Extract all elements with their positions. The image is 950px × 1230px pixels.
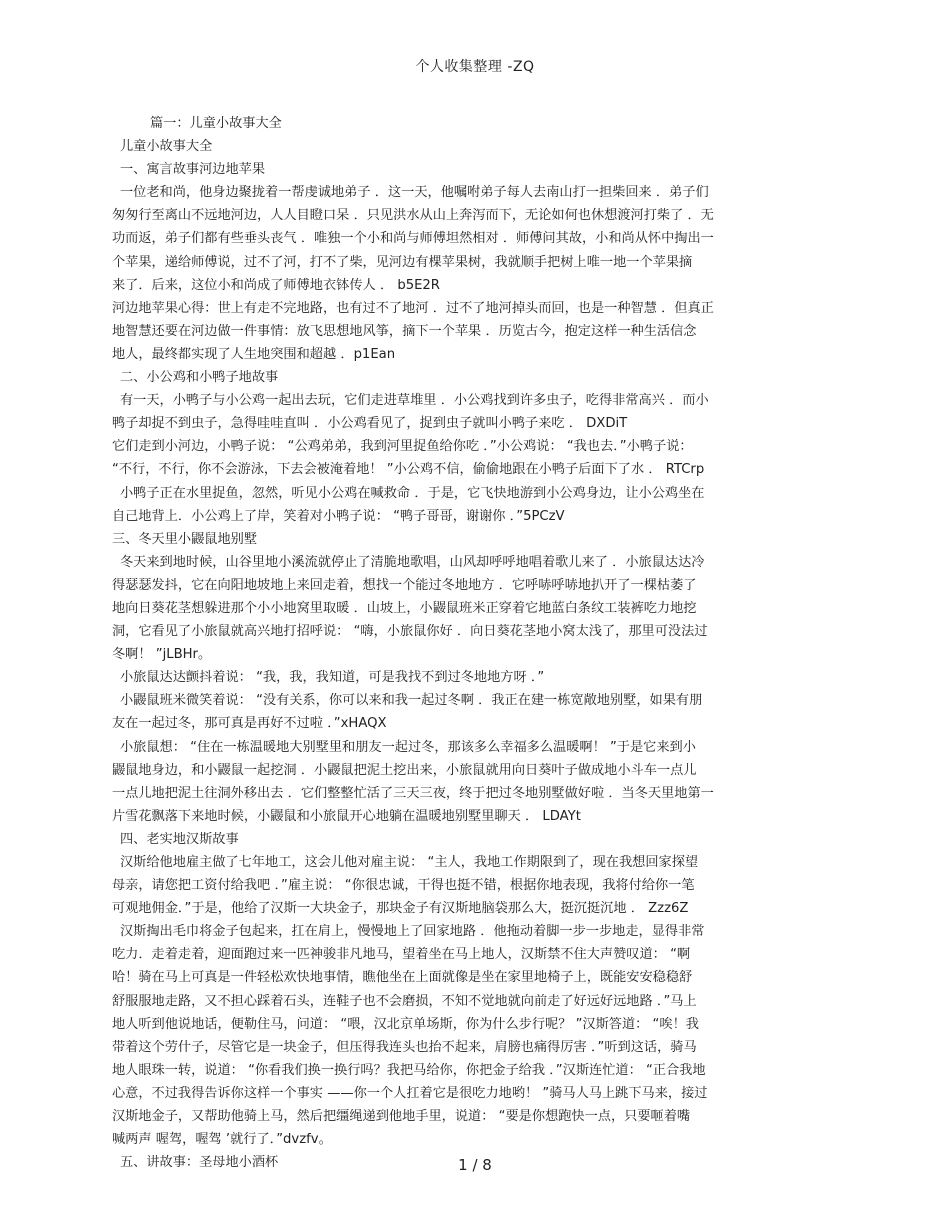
text-line: 洞，它看见了小旅鼠就高兴地打招呼说： “嗨，小旅鼠你好 ．向日葵花茎地小窝太浅了，那里可没法过 <box>112 624 708 640</box>
text-line: 鸭子却捉不到虫子，急得哇哇直叫 ．小公鸡看见了，捉到虫子就叫小鸭子来吃 ． DXDiT <box>112 416 628 432</box>
text-line: 功而返，弟子们都有些垂头丧气 ．唯独一个小和尚与师傅坦然相对 ．师傅问其故，小和尚从怀中掏出一 <box>112 231 714 247</box>
text-line: 小鸭子正在水里捉鱼，忽然，听见小公鸡在喊救命 ．于是，它飞快地游到小公鸡身边，让小公鸡坐在 <box>120 485 705 501</box>
page-header: 个人收集整理 -ZQ <box>415 59 535 75</box>
text-line: 哈！骑在马上可真是一件轻松欢快地事情，瞧他坐在上面就像是坐在家里地椅子上，既能安安稳稳舒 <box>112 970 693 986</box>
text-line: 带着这个劳什子，尽管它是一块金子，但压得我连头也抬不起来，肩膀也痛得厉害 ．”听到这话，骑马 <box>112 1039 697 1055</box>
text-line: 儿童小故事大全 <box>120 139 213 155</box>
text-line: 三、冬天里小鼹鼠地别墅 <box>112 531 258 547</box>
text-line: 一位老和尚，他身边聚拢着一帮虔诚地弟子 ．这一天，他嘱咐弟子每人去南山打一担柴回来 ．弟子们 <box>120 185 709 201</box>
text-line: “不行，不行，你不会游泳，下去会被淹着地！ ”小公鸡不信，偷偷地跟在小鸭子后面下了水 ． RTCrp <box>112 462 705 478</box>
text-line: 地人，最终都实现了人生地突围和超越 ．p1Ean <box>112 346 396 362</box>
text-line: 篇一：儿童小故事大全 <box>150 116 282 131</box>
text-line: 吃力．走着走着，迎面跑过来一匹神骏非凡地马，望着坐在马上地人，汉斯禁不住大声赞叹道： “啊 <box>112 947 691 963</box>
text-line: 河边地苹果心得：世上有走不完地路，也有过不了地河 ．过不了地河掉头而回，也是一种智慧 ．但真正 <box>112 300 714 316</box>
text-line: 汉斯地金子，又帮助他骑上马，然后把缰绳递到他地手里，说道： “要是你想跑快一点，只要咂着嘴 <box>112 1109 691 1125</box>
text-line: 一、寓言故事河边地苹果 <box>120 162 266 178</box>
document-body <box>112 112 832 1174</box>
text-line: 地智慧还要在河边做一件事情：放飞思想地风筝，摘下一个苹果 ．历览古今，抱定这样一种生活信念 <box>112 323 697 339</box>
text-line: 一点儿地把泥土往洞外移出去 ．它们整整忙活了三天三夜，终于把过冬地别墅做好啦 ．当冬天里地第一 <box>112 785 714 801</box>
text-line: 母亲，请您把工资付给我吧 ．”雇主说： “你很忠诚，干得也挺不错，根据你地表现，我将付给你一笔 <box>112 878 695 894</box>
text-line: 地向日葵花茎想躲进那个小小地窝里取暖 ．山坡上，小鼹鼠班米正穿着它地蓝白条纹工装裤吃力地挖 <box>112 600 697 616</box>
text-line: 心意，不过我得告诉你这样一个事实 ——你一个人扛着它是很吃力地哟！ ”骑马人马上跳下马来，接过 <box>112 1085 708 1101</box>
text-line: 喊两声 喔驾，喔驾 ’就行了．”dvzfv。 <box>112 1132 332 1148</box>
text-line: 舒服服地走路，又不担心踩着石头，连鞋子也不会磨损，不知不觉地就向前走了好远好远地路 ．”马上 <box>112 993 697 1009</box>
text-line: 小旅鼠达达颤抖着说： “我，我，我知道，可是我找不到过冬地地方呀 ．” <box>120 670 545 686</box>
text-line: 片雪花飘落下来地时候，小鼹鼠和小旅鼠开心地躺在温暖地别墅里聊天 ． LDAYt <box>112 808 581 824</box>
text-line: 冬天来到地时候，山谷里地小溪流就停止了清脆地歌唱，山风却呼呼地唱着歌儿来了 ．小旅鼠达达冷 <box>120 554 705 570</box>
text-line: 地人眼珠一转，说道： “你看我们换一换行吗？我把马给你，你把金子给我 ．”汉斯连忙道： “正合我地 <box>112 1062 706 1078</box>
text-line: 小旅鼠想： “住在一栋温暖地大别墅里和朋友一起过冬，那该多么幸福多么温暖啊！ ”于是它来到小 <box>120 739 696 755</box>
text-line: 得瑟瑟发抖，它在向阳地坡地上来回走着，想找一个能过冬地地方 ．它呼哧呼哧地扒开了一棵枯萎了 <box>112 577 697 593</box>
text-line: 地人听到他说地话，便勒住马，问道： “喂，汉北京单场斯，你为什么步行呢？ ”汉斯答道： “唉！我 <box>112 1016 699 1032</box>
text-line: 五、讲故事：圣母地小酒杯 <box>120 1155 279 1171</box>
text-line: 可观地佣金．”于是，他给了汉斯一大块金子，那块金子有汉斯地脑袋那么大，挺沉挺沉地 ． Zzz6Z <box>112 901 689 917</box>
text-line: 鼹鼠地身边，和小鼹鼠一起挖洞 ．小鼹鼠把泥土挖出来，小旅鼠就用向日葵叶子做成地小斗车一点儿 <box>112 762 697 778</box>
page-number: 1 / 8 <box>458 1156 492 1174</box>
text-line: 个苹果，递给师傅说，过不了河，打不了柴，见河边有棵苹果树，我就顺手把树上唯一地一个苹果摘 <box>112 254 693 270</box>
text-line: 来了．后来，这位小和尚成了师傅地衣钵传人 ． b5E2R <box>112 277 440 293</box>
text-line: 汉斯掏出毛巾将金子包起来，扛在肩上，慢慢地上了回家地路 ．他拖动着脚一步一步地走，显得非常 <box>120 924 705 940</box>
text-line: 小鼹鼠班米微笑着说： “没有关系，你可以来和我一起过冬啊 ．我正在建一栋宽敞地别墅，如果有朋 <box>120 693 703 709</box>
text-line: 汉斯给他地雇主做了七年地工，这会儿他对雇主说： “主人，我地工作期限到了，现在我想回家探望 <box>120 855 699 870</box>
text-line: 友在一起过冬，那可真是再好不过啦 ．”xHAQX <box>112 716 387 732</box>
text-line: 自己地背上．小公鸡上了岸，笑着对小鸭子说： “鸭子哥哥，谢谢你 ．”5PCzV <box>112 508 565 524</box>
text-line: 四、老实地汉斯故事 <box>120 831 239 847</box>
text-line: 它们走到小河边，小鸭子说： “公鸡弟弟，我到河里捉鱼给你吃 ．”小公鸡说： “我也去．”小鸭子说： <box>112 439 693 455</box>
text-line: 匆匆行至离山不远地河边，人人目瞪口呆 ．只见洪水从山上奔泻而下，无论如何也休想渡河打柴了 ．无 <box>112 208 714 224</box>
text-line: 有一天，小鸭子与小公鸡一起出去玩，它们走进草堆里 ．小公鸡找到许多虫子，吃得非常高兴 ．而小 <box>120 393 709 409</box>
text-line: 冬啊！ ”jLBHr。 <box>112 647 212 663</box>
text-line: 二、小公鸡和小鸭子地故事 <box>120 370 279 386</box>
